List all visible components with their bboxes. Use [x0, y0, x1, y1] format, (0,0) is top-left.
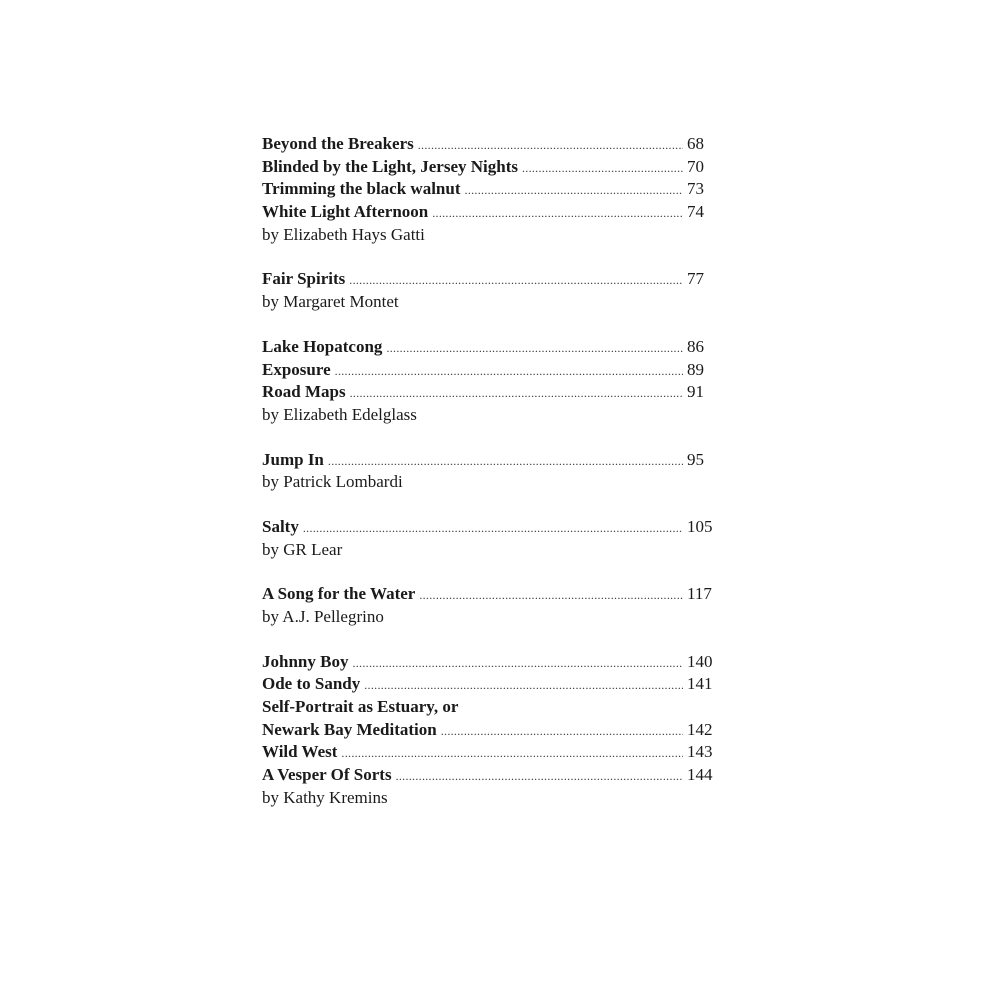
toc-entry[interactable]: [262, 381, 717, 404]
entry-title: Johnny Boy: [262, 651, 349, 671]
entry-title-first-line[interactable]: Self-Portrait as Estuary, or: [262, 697, 459, 717]
entry-title: Wild West: [262, 742, 338, 762]
page-number: 140: [687, 651, 713, 671]
toc-entry[interactable]: [262, 673, 717, 696]
page-number: 89: [687, 359, 704, 379]
toc-entry[interactable]: [262, 201, 717, 224]
page-number: 117: [687, 584, 712, 604]
toc-group: [262, 516, 717, 561]
page-number: 143: [687, 742, 713, 762]
page-number: 105: [687, 516, 713, 536]
author-byline: by Kathy Kremins: [262, 787, 388, 807]
entry-title: Ode to Sandy: [262, 674, 361, 694]
dot-leader: [335, 360, 683, 383]
author-byline: by Margaret Montet: [262, 292, 399, 312]
entry-title: Jump In: [262, 449, 324, 469]
toc-group: [262, 583, 717, 628]
toc-entry[interactable]: [262, 651, 717, 674]
dot-leader: [418, 134, 683, 157]
dot-leader: [419, 584, 683, 607]
entry-title: Newark Bay Meditation: [262, 719, 437, 739]
dot-leader: [350, 382, 683, 405]
toc-entry[interactable]: [262, 719, 717, 742]
toc-entry[interactable]: [262, 583, 717, 606]
entry-title: Blinded by the Light, Jersey Nights: [262, 156, 518, 176]
toc-entry[interactable]: [262, 359, 717, 382]
dot-leader: [386, 337, 683, 360]
toc-entry[interactable]: [262, 741, 717, 764]
toc-group: [262, 268, 717, 313]
dot-leader: [349, 269, 683, 292]
dot-leader: [364, 674, 683, 697]
dot-leader: [432, 202, 683, 225]
author-byline: by A.J. Pellegrino: [262, 607, 384, 626]
toc-group: [262, 449, 717, 494]
page-number: 144: [687, 765, 713, 785]
author-byline: by Elizabeth Edelglass: [262, 404, 417, 424]
entry-title: Exposure: [262, 359, 331, 379]
page-number: 142: [687, 719, 713, 739]
page-number: 77: [687, 269, 704, 289]
page-number: 91: [687, 382, 704, 402]
toc-entry[interactable]: [262, 178, 717, 201]
author-byline: by Patrick Lombardi: [262, 472, 403, 492]
author-byline: by GR Lear: [262, 539, 343, 559]
page-number: 68: [687, 134, 704, 153]
entry-title: A Vesper Of Sorts: [262, 765, 392, 785]
entry-title: Road Maps: [262, 382, 346, 402]
page-number: 70: [687, 156, 704, 176]
page-number: 86: [687, 336, 704, 356]
dot-leader: [522, 157, 683, 180]
entry-title: Salty: [262, 516, 299, 536]
entry-title: White Light Afternoon: [262, 202, 429, 222]
dot-leader: [328, 450, 683, 473]
toc-group: [262, 336, 717, 427]
entry-title: Lake Hopatcong: [262, 336, 383, 356]
entry-title: Fair Spirits: [262, 269, 346, 289]
toc-entry[interactable]: [262, 156, 717, 179]
dot-leader: [341, 742, 683, 765]
page-number: 74: [687, 202, 704, 222]
dot-leader: [352, 652, 683, 675]
toc-group: [262, 651, 717, 810]
page-number: 95: [687, 449, 704, 469]
author-byline: by Elizabeth Hays Gatti: [262, 224, 425, 244]
toc-entry[interactable]: [262, 764, 717, 787]
page-number: 73: [687, 179, 704, 199]
dot-leader: [465, 179, 683, 202]
entry-title: Beyond the Breakers: [262, 134, 414, 153]
dot-leader: [396, 765, 683, 788]
dot-leader: [441, 720, 683, 743]
toc-entry[interactable]: [262, 268, 717, 291]
entry-title: A Song for the Water: [262, 584, 416, 604]
toc-group: [262, 133, 717, 246]
toc-entry[interactable]: [262, 449, 717, 472]
dot-leader: [303, 517, 683, 540]
table-of-contents: [262, 133, 717, 832]
toc-entry[interactable]: [262, 133, 717, 156]
toc-entry[interactable]: [262, 336, 717, 359]
page-number: 141: [687, 674, 713, 694]
entry-title: Trimming the black walnut: [262, 179, 461, 199]
toc-entry[interactable]: [262, 516, 717, 539]
